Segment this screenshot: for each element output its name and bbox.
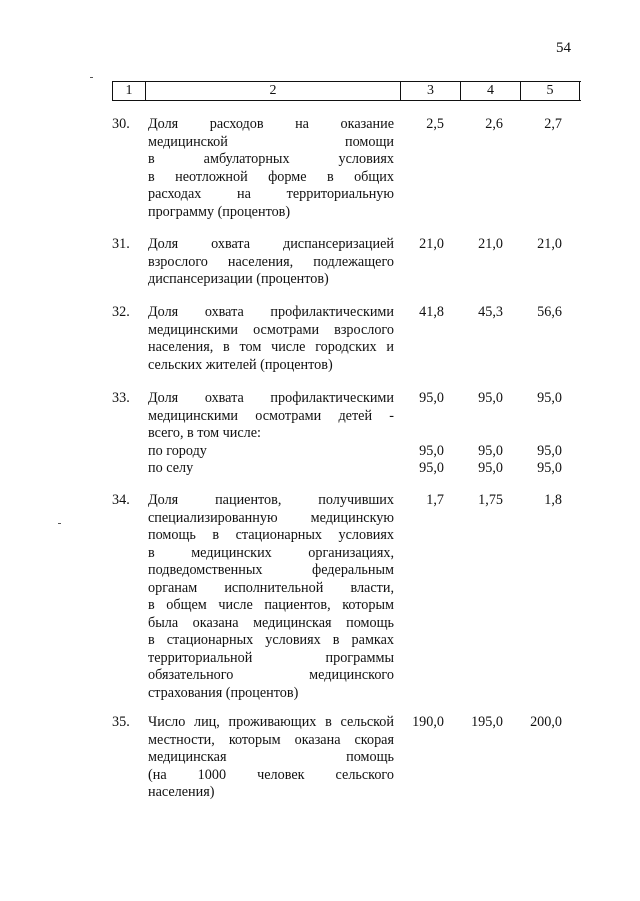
row-description <box>148 236 394 289</box>
description-line: медицинскими осмотрами взрослого <box>148 321 394 338</box>
row-description <box>148 116 394 221</box>
description-line: медицинская помощь <box>148 749 394 765</box>
description-line: специализированную медицинскую <box>148 509 394 526</box>
description-line: в медицинских организациях, <box>148 544 394 561</box>
row-description <box>148 492 394 702</box>
description-line: органам исполнительной власти, <box>148 579 394 596</box>
value-col-5: 95,0 <box>537 460 562 476</box>
value-col-5: 1,8 <box>544 492 562 508</box>
description-line: диспансеризации (процентов) <box>148 271 329 287</box>
description-line: в общем числе пациентов, которым <box>148 597 394 613</box>
value-col-5: 95,0 <box>537 443 562 459</box>
description-line: территориальной программы <box>148 649 394 666</box>
description-line: была оказана медицинская помощь <box>148 614 394 631</box>
description-line: обязательного медицинского <box>148 667 394 683</box>
description-line: медицинской помощи <box>148 133 394 150</box>
value-col-3: 2,5 <box>426 116 444 132</box>
value-col-3: 21,0 <box>419 236 444 252</box>
header-col-3: 3 <box>401 82 461 100</box>
value-col-5: 95,0 <box>537 390 562 406</box>
row-number: 35. <box>112 714 130 730</box>
description-line: в стационарных условиях в рамках <box>148 632 394 648</box>
description-line: Доля охвата диспансеризацией <box>148 236 394 252</box>
value-col-5: 21,0 <box>537 236 562 252</box>
value-col-3: 41,8 <box>419 304 444 320</box>
value-col-4: 45,3 <box>478 304 503 320</box>
row-number: 32. <box>112 304 130 320</box>
value-col-3: 95,0 <box>419 443 444 459</box>
row-number: 33. <box>112 390 130 406</box>
description-line: страхования (процентов) <box>148 684 299 701</box>
description-line: по селу <box>148 460 194 476</box>
row-number: 30. <box>112 116 130 132</box>
page-number: 54 <box>556 40 571 56</box>
value-col-4: 2,6 <box>485 116 503 132</box>
description-line: в неотложной форме в общих <box>148 168 394 185</box>
description-line: населения) <box>148 784 215 800</box>
description-line: Доля пациентов, получивших <box>148 492 394 508</box>
row-description <box>148 390 394 443</box>
header-col-4: 4 <box>461 82 521 100</box>
row-description <box>148 714 394 802</box>
subrow-label <box>148 460 394 478</box>
row-number: 31. <box>112 236 130 252</box>
description-line: Доля расходов на оказание <box>148 116 394 132</box>
value-col-3: 1,7 <box>426 492 444 508</box>
description-line: (на 1000 человек сельского <box>148 766 394 783</box>
description-line: по городу <box>148 443 207 459</box>
value-col-3: 95,0 <box>419 460 444 476</box>
description-line: сельских жителей (процентов) <box>148 356 333 373</box>
description-line: помощь в стационарных условиях <box>148 527 394 543</box>
description-line: взрослого населения, подлежащего <box>148 253 394 270</box>
subrow-label <box>148 443 394 461</box>
description-line: Число лиц, проживающих в сельской <box>148 714 394 730</box>
header-col-5: 5 <box>521 82 580 100</box>
scan-mark <box>90 77 93 78</box>
value-col-4: 95,0 <box>478 390 503 406</box>
row-number: 34. <box>112 492 130 508</box>
value-col-5: 200,0 <box>530 714 562 730</box>
value-col-5: 56,6 <box>537 304 562 320</box>
description-line: местности, которым оказана скорая <box>148 731 394 748</box>
value-col-4: 21,0 <box>478 236 503 252</box>
description-line: медицинскими осмотрами детей - <box>148 407 394 424</box>
value-col-4: 195,0 <box>471 714 503 730</box>
description-line: Доля охвата профилактическими <box>148 390 394 406</box>
description-line: населения, в том числе городских и <box>148 339 394 355</box>
description-line: Доля охвата профилактическими <box>148 304 394 320</box>
description-line: расходах на территориальную <box>148 186 394 202</box>
scan-mark <box>58 523 61 524</box>
row-description <box>148 304 394 374</box>
value-col-4: 1,75 <box>478 492 503 508</box>
value-col-3: 95,0 <box>419 390 444 406</box>
table-header <box>112 81 581 101</box>
value-col-3: 190,0 <box>412 714 444 730</box>
header-col-1: 1 <box>113 82 146 100</box>
description-line: всего, в том числе: <box>148 425 261 441</box>
description-line: подведомственных федеральным <box>148 562 394 578</box>
value-col-5: 2,7 <box>544 116 562 132</box>
description-line: в амбулаторных условиях <box>148 151 394 167</box>
value-col-4: 95,0 <box>478 460 503 476</box>
value-col-4: 95,0 <box>478 443 503 459</box>
header-col-2: 2 <box>146 82 401 100</box>
description-line: программу (процентов) <box>148 203 291 220</box>
